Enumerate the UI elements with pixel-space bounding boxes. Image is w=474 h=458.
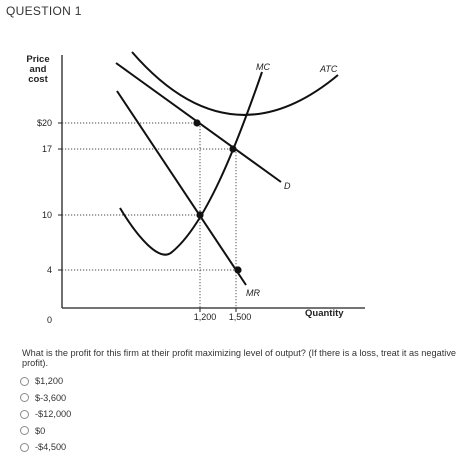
question-prompt: What is the profit for this firm at their profit maximizing level of output? (If there is a loss, treat it as negative profit). bbox=[22, 348, 457, 368]
answer-option-1[interactable] bbox=[20, 373, 71, 390]
demand-label: D bbox=[284, 181, 291, 191]
mc-label: MC bbox=[256, 62, 270, 72]
radio-button[interactable] bbox=[20, 410, 29, 419]
answer-option-3[interactable] bbox=[20, 406, 71, 423]
x-tick-label-1200: 1,200 bbox=[193, 312, 217, 322]
question-title: QUESTION 1 bbox=[6, 4, 82, 18]
y-tick-label-0: 0 bbox=[46, 315, 52, 325]
answer-option-label: $1,200 bbox=[35, 376, 64, 387]
mr-label: MR bbox=[246, 288, 260, 298]
answer-option-label: -$12,000 bbox=[35, 409, 72, 420]
atc-label: ATC bbox=[320, 64, 338, 74]
answer-option-4[interactable] bbox=[20, 423, 71, 440]
answer-option-2[interactable] bbox=[20, 390, 71, 407]
radio-button[interactable] bbox=[20, 393, 29, 402]
y-axis-label-line3: cost bbox=[28, 74, 48, 85]
marked-point bbox=[196, 211, 203, 218]
marked-points bbox=[193, 119, 241, 273]
answer-option-label: $0 bbox=[35, 425, 46, 436]
y-axis-label-line2: and bbox=[29, 64, 47, 75]
x-axis-label: Quantity bbox=[305, 308, 344, 319]
marked-point bbox=[234, 266, 241, 273]
radio-button[interactable] bbox=[20, 443, 29, 452]
marked-point bbox=[229, 145, 236, 152]
y-tick-label-20: $20 bbox=[36, 118, 52, 128]
average-total-cost-curve bbox=[132, 52, 338, 115]
x-tick-label-1500: 1,500 bbox=[228, 312, 252, 322]
answer-option-label: $-3,600 bbox=[35, 392, 67, 403]
y-tick-label-17: 17 bbox=[41, 144, 52, 154]
y-tick-label-10: 10 bbox=[41, 210, 52, 220]
answer-option-label: -$4,500 bbox=[35, 442, 67, 453]
radio-button[interactable] bbox=[20, 377, 29, 386]
marginal-cost-curve bbox=[120, 72, 262, 255]
radio-button[interactable] bbox=[20, 426, 29, 435]
answer-options bbox=[20, 373, 71, 456]
y-axis-label-line1: Price bbox=[26, 54, 50, 65]
answer-option-5[interactable] bbox=[20, 439, 71, 456]
y-tick-label-4: 4 bbox=[46, 265, 52, 275]
marginal-revenue-curve bbox=[117, 91, 246, 285]
marked-point bbox=[193, 119, 200, 126]
